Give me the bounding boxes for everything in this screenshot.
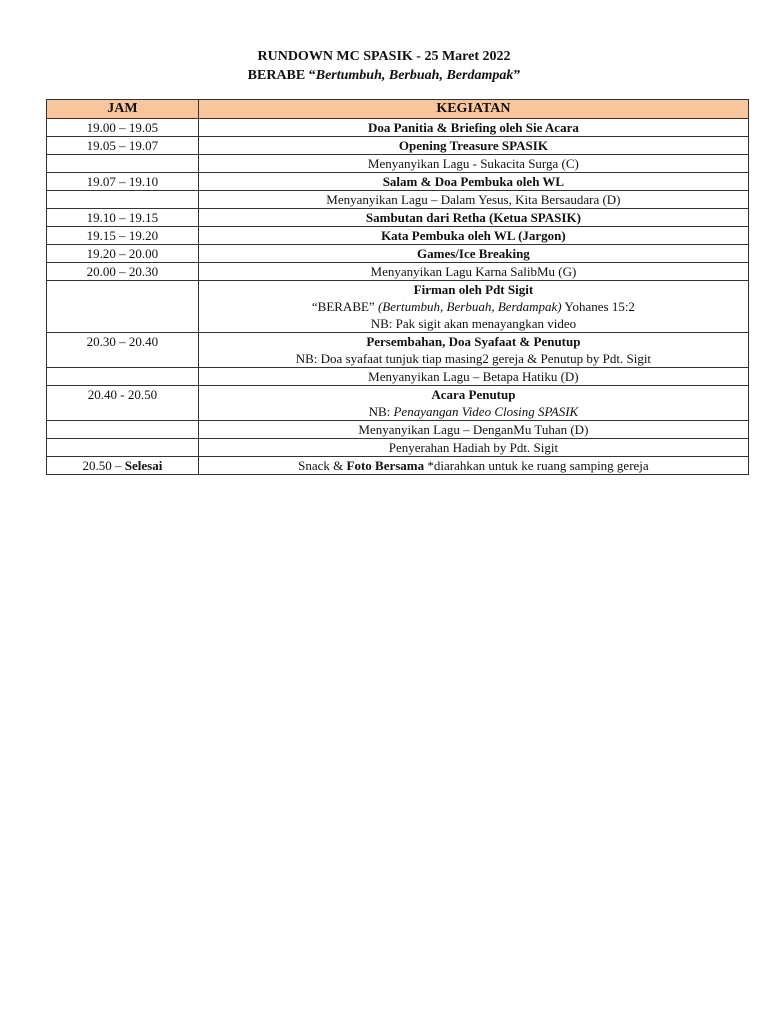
activity-cell: Menyanyikan Lagu – Betapa Hatiku (D) [198,368,748,386]
activity-cell: Opening Treasure SPASIK [198,137,748,155]
table-row [47,368,749,386]
table-row [47,333,749,368]
note-prefix: NB: [368,404,394,419]
table-row [47,191,749,209]
activity-cell: Penyerahan Hadiah by Pdt. Sigit [198,439,748,457]
time-cell: 19.07 – 19.10 [47,173,199,191]
table-row [47,119,749,137]
table-row [47,421,749,439]
table-row [47,137,749,155]
activity-cell [198,281,748,333]
table-row [47,457,749,475]
table-row [47,263,749,281]
subtitle-prefix: BERABE “ [247,68,316,83]
time-cell [47,191,199,209]
subtitle-suffix: ” [513,68,521,83]
rundown-table [46,99,749,475]
table-row [47,245,749,263]
activity-cell: Menyanyikan Lagu Karna SalibMu (G) [198,263,748,281]
time-cell [47,439,199,457]
time-cell [47,457,199,475]
time-bold: Selesai [124,458,163,473]
activity-detail [203,298,744,315]
activity-cell [198,386,748,421]
activity-note: NB: Doa syafaat tunjuk tiap masing2 gereja & Penutup by Pdt. Sigit [295,351,652,366]
time-cell: 20.40 - 20.50 [47,386,199,421]
table-row [47,439,749,457]
activity-cell: Kata Pembuka oleh WL (Jargon) [198,227,748,245]
note-italic: Penayangan Video Closing SPASIK [393,404,579,419]
activity-title: Acara Penutup [431,387,516,402]
table-row [47,386,749,421]
activity-title: Persembahan, Doa Syafaat & Penutup [366,334,581,349]
document-subtitle [0,66,768,85]
activity-cell [198,457,748,475]
detail-suffix: Yohanes 15:2 [561,299,635,314]
time-cell [47,368,199,386]
time-cell: 19.05 – 19.07 [47,137,199,155]
activity-cell: Games/Ice Breaking [198,245,748,263]
table-header-row [47,100,749,119]
subtitle-theme: Bertumbuh, Berbuah, Berdampak [315,68,514,83]
activity-cell [198,333,748,368]
table-row [47,209,749,227]
time-cell [47,421,199,439]
table-row [47,173,749,191]
detail-prefix: “BERABE” [311,299,378,314]
time-cell: 20.00 – 20.30 [47,263,199,281]
table-row [47,281,749,333]
activity-cell: Menyanyikan Lagu – DenganMu Tuhan (D) [198,421,748,439]
detail-italic: (Bertumbuh, Berbuah, Berdampak) [377,299,562,314]
time-cell: 19.00 – 19.05 [47,119,199,137]
table-row [47,155,749,173]
time-cell [47,281,199,333]
time-cell: 19.20 – 20.00 [47,245,199,263]
activity-cell: Salam & Doa Pembuka oleh WL [198,173,748,191]
activity-cell: Menyanyikan Lagu - Sukacita Surga (C) [198,155,748,173]
activity-cell: Menyanyikan Lagu – Dalam Yesus, Kita Bersaudara (D) [198,191,748,209]
activity-suffix: *diarahkan untuk ke ruang samping gereja [424,458,649,473]
time-cell [47,155,199,173]
column-header-time: JAM [47,100,199,119]
activity-note [203,403,744,420]
document-header [0,47,768,85]
time-cell: 20.30 – 20.40 [47,333,199,368]
activity-prefix: Snack & [298,458,347,473]
document-title: RUNDOWN MC SPASIK - 25 Maret 2022 [257,49,511,64]
activity-cell: Sambutan dari Retha (Ketua SPASIK) [198,209,748,227]
activity-title: Firman oleh Pdt Sigit [413,282,534,297]
time-cell: 19.15 – 19.20 [47,227,199,245]
activity-note: NB: Pak sigit akan menayangkan video [370,316,577,331]
table-row [47,227,749,245]
time-prefix: 20.50 – [82,458,125,473]
activity-cell: Doa Panitia & Briefing oleh Sie Acara [198,119,748,137]
activity-bold: Foto Bersama [346,458,425,473]
column-header-activity: KEGIATAN [198,100,748,119]
time-cell: 19.10 – 19.15 [47,209,199,227]
